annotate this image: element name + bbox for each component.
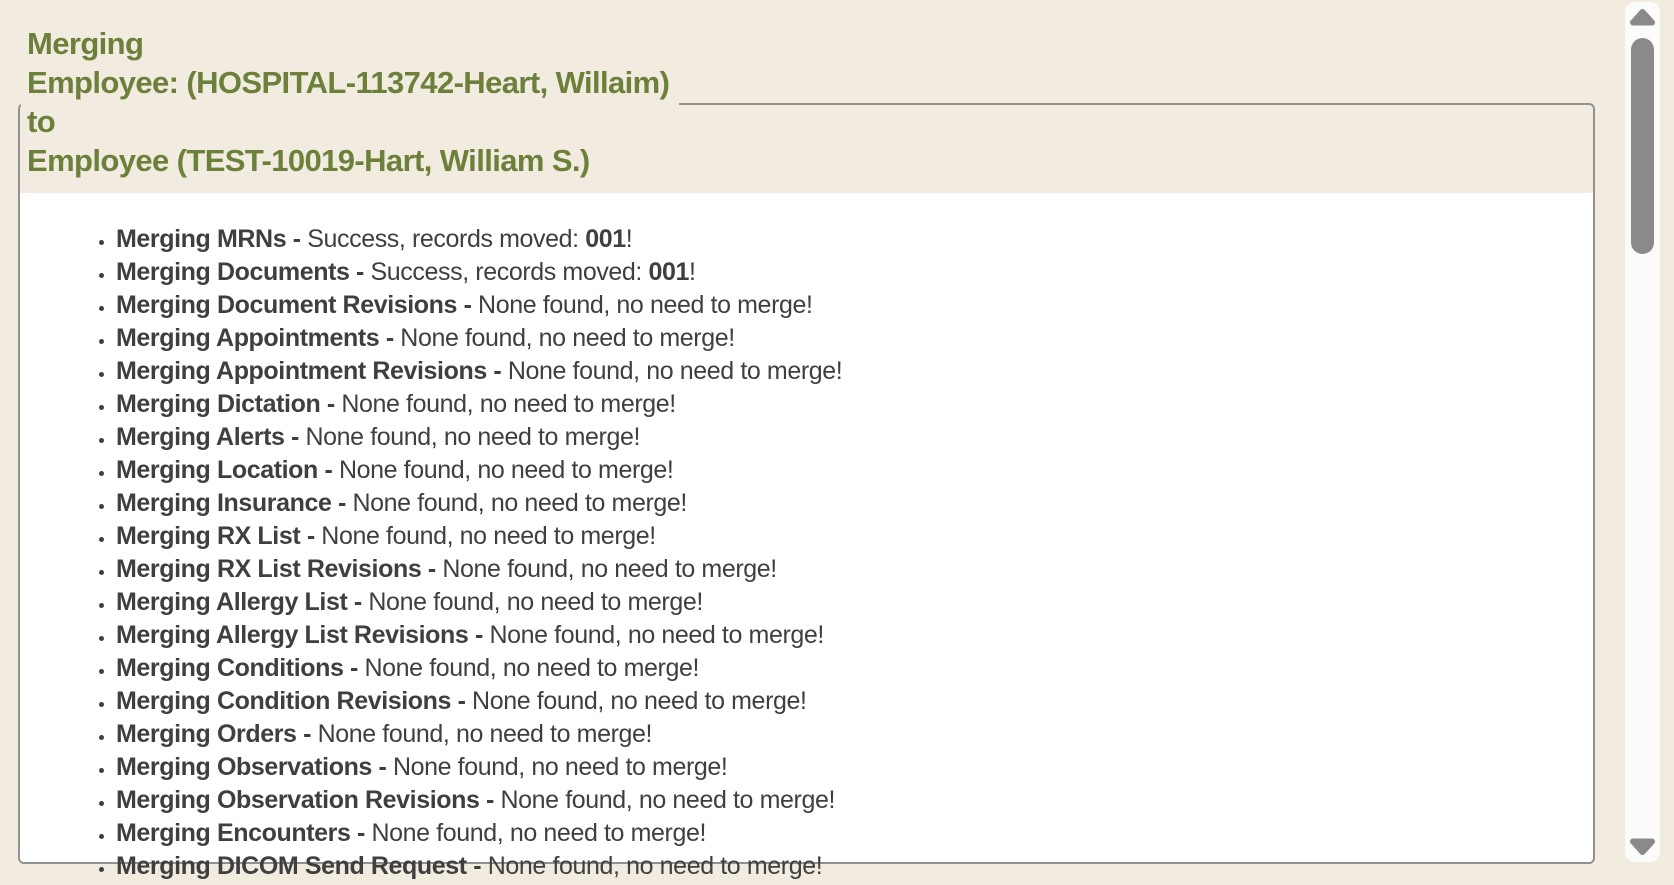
merge-item-status: None found, no need to merge! xyxy=(314,522,656,550)
merge-item-status: None found, no need to merge! xyxy=(345,489,687,517)
merge-item-label: Merging Dictation - xyxy=(116,390,335,418)
merge-result-item xyxy=(116,487,1573,520)
merge-item-count: 001 xyxy=(648,258,690,286)
merge-result-item xyxy=(116,520,1573,553)
merge-result-item xyxy=(116,652,1573,685)
merge-item-status: None found, no need to merge! xyxy=(364,819,706,847)
merge-result-item xyxy=(116,850,1573,883)
merge-result-item xyxy=(116,454,1573,487)
merge-item-status: Success, records moved: xyxy=(363,258,649,286)
merge-item-label: Merging Appointment Revisions - xyxy=(116,357,502,385)
merge-item-status: None found, no need to merge! xyxy=(311,720,653,748)
merge-header-line-2: Employee: (HOSPITAL-113742-Heart, Willaim) xyxy=(27,65,670,100)
merge-item-label: Merging DICOM Send Request - xyxy=(116,852,482,880)
merge-item-status: None found, no need to merge! xyxy=(481,852,823,880)
merge-item-label: Merging Observation Revisions - xyxy=(116,786,494,814)
merge-header-line-4: Employee (TEST-10019-Hart, William S.) xyxy=(27,143,590,178)
merge-results-panel xyxy=(18,103,1595,880)
merge-item-label: Merging Allergy List - xyxy=(116,588,362,616)
merge-item-status: Success, records moved: xyxy=(300,225,586,253)
merge-item-suffix: ! xyxy=(625,225,633,253)
merge-item-label: Merging Location - xyxy=(116,456,333,484)
merge-result-item xyxy=(116,421,1573,454)
merge-item-label: Merging Allergy List Revisions - xyxy=(116,621,483,649)
merge-item-label: Merging Alerts - xyxy=(116,423,299,451)
merge-item-status: None found, no need to merge! xyxy=(334,390,676,418)
merge-item-count: 001 xyxy=(585,225,626,253)
merge-result-item xyxy=(116,289,1573,322)
merge-item-status: None found, no need to merge! xyxy=(465,687,807,715)
merge-item-label: Merging Appointments - xyxy=(116,324,394,352)
merge-item-status: None found, no need to merge! xyxy=(501,357,843,385)
merge-results-content xyxy=(20,193,1593,880)
scrollbar-thumb[interactable] xyxy=(1631,38,1654,254)
merge-item-status: None found, no need to merge! xyxy=(332,456,674,484)
merge-result-item xyxy=(116,751,1573,784)
merge-result-item xyxy=(116,784,1573,817)
merge-result-item xyxy=(116,223,1573,256)
merge-item-suffix: ! xyxy=(689,258,696,286)
merge-result-item xyxy=(116,685,1573,718)
merge-item-status: None found, no need to merge! xyxy=(298,423,640,451)
merge-header-line-3: to xyxy=(27,104,56,139)
merge-item-status: None found, no need to merge! xyxy=(482,621,824,649)
merge-item-label: Merging Condition Revisions - xyxy=(116,687,466,715)
merge-item-status: None found, no need to merge! xyxy=(435,555,777,583)
merge-result-item xyxy=(116,388,1573,421)
merge-result-item xyxy=(116,718,1573,751)
merge-item-status: None found, no need to merge! xyxy=(471,291,813,319)
merge-item-label: Merging Observations - xyxy=(116,753,387,781)
merge-item-status: None found, no need to merge! xyxy=(357,654,699,682)
merge-item-status: None found, no need to merge! xyxy=(393,324,735,352)
merge-item-label: Merging Documents - xyxy=(116,258,364,286)
merge-results-list xyxy=(20,193,1593,883)
merge-item-label: Merging Encounters - xyxy=(116,819,365,847)
merge-item-status: None found, no need to merge! xyxy=(361,588,703,616)
merge-result-item xyxy=(116,817,1573,850)
merge-header-line-1: Merging xyxy=(27,26,144,61)
merge-item-label: Merging MRNs - xyxy=(116,225,301,253)
merge-header xyxy=(21,24,679,180)
scroll-down-arrow-icon[interactable] xyxy=(1629,838,1656,856)
merge-result-item xyxy=(116,322,1573,355)
merge-item-label: Merging Orders - xyxy=(116,720,312,748)
merge-result-item xyxy=(116,553,1573,586)
scroll-up-arrow-icon[interactable] xyxy=(1629,8,1656,26)
merge-result-item xyxy=(116,355,1573,388)
merge-item-label: Merging Document Revisions - xyxy=(116,291,472,319)
merge-result-item xyxy=(116,586,1573,619)
merge-item-label: Merging RX List Revisions - xyxy=(116,555,436,583)
merge-item-status: None found, no need to merge! xyxy=(493,786,835,814)
merge-item-label: Merging Insurance - xyxy=(116,489,346,517)
merge-item-status: None found, no need to merge! xyxy=(386,753,728,781)
merge-result-item xyxy=(116,256,1573,289)
merge-item-label: Merging Conditions - xyxy=(116,654,358,682)
vertical-scrollbar-track[interactable] xyxy=(1625,2,1660,862)
merge-item-label: Merging RX List - xyxy=(116,522,315,550)
merge-result-item xyxy=(116,619,1573,652)
